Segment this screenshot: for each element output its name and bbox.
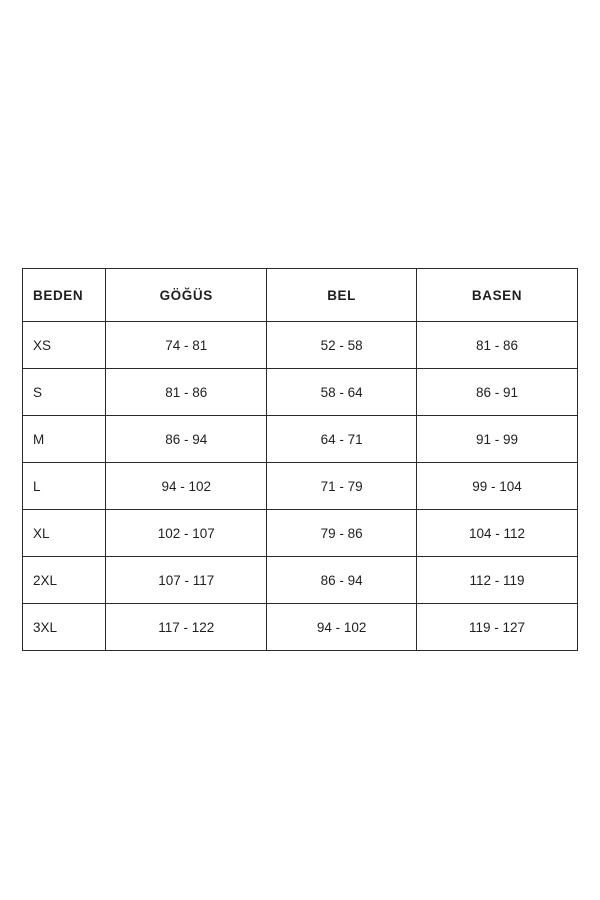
cell-size: L xyxy=(23,463,106,510)
table-row xyxy=(23,510,578,557)
cell-chest: 102 - 107 xyxy=(106,510,267,557)
cell-size: S xyxy=(23,369,106,416)
table-row xyxy=(23,416,578,463)
table-header-row xyxy=(23,269,578,322)
table-row xyxy=(23,322,578,369)
cell-waist: 58 - 64 xyxy=(267,369,417,416)
cell-hip: 119 - 127 xyxy=(468,619,526,635)
table-body xyxy=(23,322,578,651)
cell-hip: 91 - 99 xyxy=(417,416,578,463)
column-header-waist: BEL xyxy=(267,269,417,322)
column-header-hip: BASEN xyxy=(417,269,578,322)
table-row xyxy=(23,369,578,416)
cell-waist: 52 - 58 xyxy=(267,322,417,369)
cell-waist: 71 - 79 xyxy=(267,463,417,510)
cell-chest: 117 - 122 xyxy=(106,604,267,651)
cell-waist: 94 - 102 xyxy=(267,604,417,651)
cell-size: M xyxy=(23,416,106,463)
cell-hip: 99 - 104 xyxy=(417,463,578,510)
column-header-size: BEDEN xyxy=(23,269,106,322)
cell-chest: 81 - 86 xyxy=(106,369,267,416)
cell-hip: 86 - 91 xyxy=(417,369,578,416)
size-chart-container xyxy=(22,268,578,651)
cell-size: 2XL xyxy=(23,557,106,604)
table-row xyxy=(23,463,578,510)
table-row xyxy=(23,604,578,651)
cell-size: 3XL xyxy=(23,604,106,651)
size-chart-table xyxy=(22,268,578,651)
table-header xyxy=(23,269,578,322)
cell-chest: 107 - 117 xyxy=(106,557,267,604)
cell-waist: 79 - 86 xyxy=(267,510,417,557)
cell-chest: 94 - 102 xyxy=(106,463,267,510)
cell-chest: 86 - 94 xyxy=(106,416,267,463)
column-header-chest: GÖĞÜS xyxy=(106,269,267,322)
cell-hip: 104 - 112 xyxy=(417,510,578,557)
cell-hip: 112 - 119 xyxy=(417,557,578,604)
cell-hip: 81 - 86 xyxy=(417,322,578,369)
cell-size: XS xyxy=(23,322,106,369)
cell-waist: 64 - 71 xyxy=(267,416,417,463)
cell-waist: 86 - 94 xyxy=(267,557,417,604)
table-row xyxy=(23,557,578,604)
cell-size: XL xyxy=(23,510,106,557)
cell-chest: 74 - 81 xyxy=(106,322,267,369)
